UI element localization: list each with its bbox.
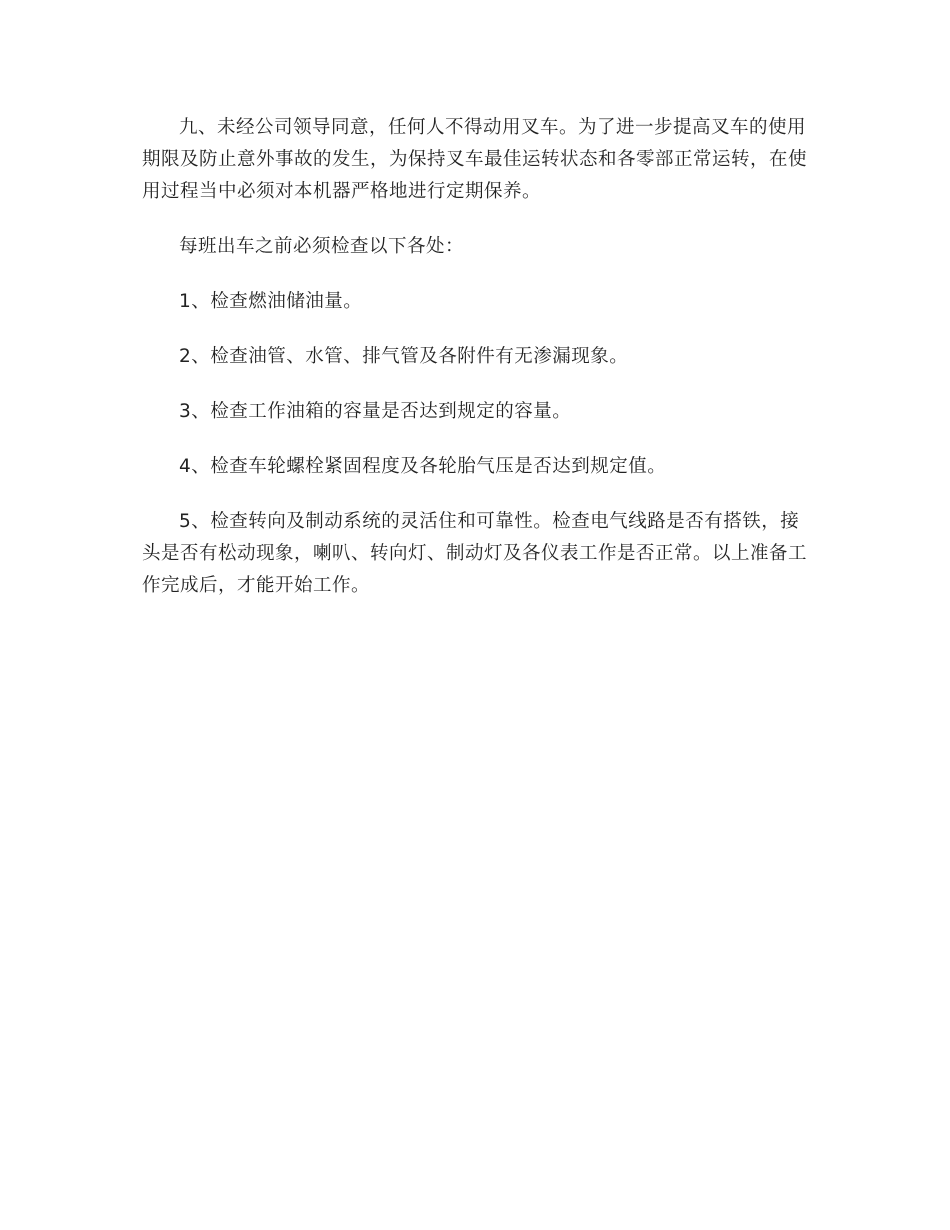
list-item-check-hydraulic-tank: 3、检查工作油箱的容量是否达到规定的容量。 bbox=[179, 401, 572, 422]
list-item-check-steering-brakes-electrical: 5、检查转向及制动系统的灵活住和可靠性。检查电气线路是否有搭铁，接头是否有松动现象，喇叭、转向灯、制动灯及各仪表工作是否正常。以上准备工作完成后，才能开始工作。 bbox=[142, 511, 808, 596]
paragraph-forklift-rule-nine: 九、未经公司领导同意，任何人不得动用叉车。为了进一步提高叉车的使用期限及防止意外事故的发生，为保持叉车最佳运转状态和各零部正常运转，在使用过程当中必须对本机器严格地进行定期保养。 bbox=[142, 117, 808, 202]
document-body bbox=[142, 112, 808, 625]
paragraph-pre-shift-check-intro: 每班出车之前必须检查以下各处： bbox=[179, 236, 465, 257]
list-item-check-fuel: 1、检查燃油储油量。 bbox=[179, 291, 363, 312]
list-item-check-leaks: 2、检查油管、水管、排气管及各附件有无渗漏现象。 bbox=[179, 346, 629, 367]
list-item-check-wheels-tires: 4、检查车轮螺栓紧固程度及各轮胎气压是否达到规定值。 bbox=[179, 456, 667, 477]
